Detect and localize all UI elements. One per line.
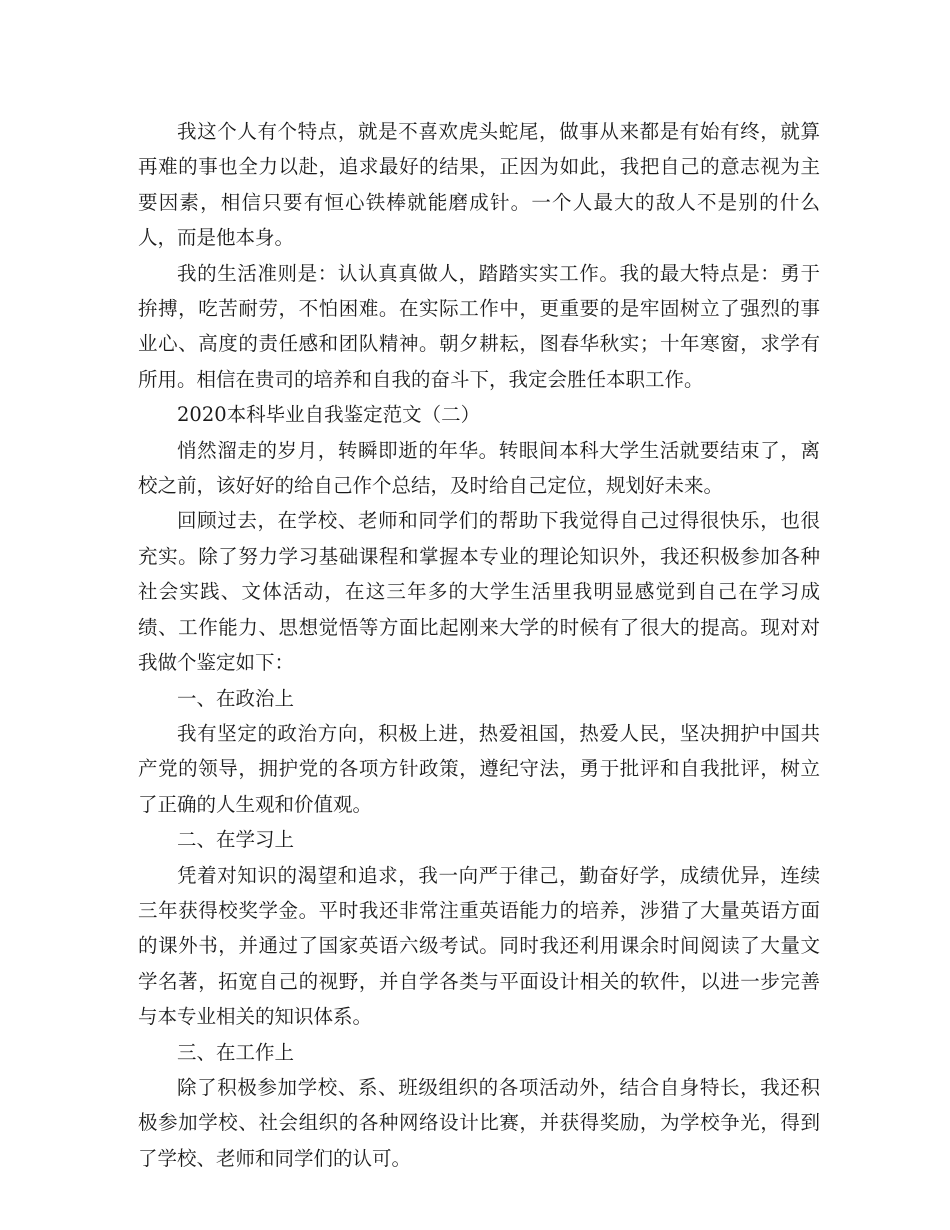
heading-work: 三、在工作上 <box>177 1040 295 1064</box>
paragraph-intro: 悄然溜走的岁月，转瞬即逝的年华。转眼间本科大学生活就要结束了，离校之前，该好好的给自己作个总结，及时给自己定位，规划好未来。 <box>138 438 820 498</box>
paragraph-work: 除了积极参加学校、系、班级组织的各项活动外，结合自身特长，我还积极参加学校、社会组织的各种网络设计比赛，并获得奖励，为学校争光，得到了学校、老师和同学们的认可。 <box>138 1075 820 1170</box>
paragraph-character: 我这个人有个特点，就是不喜欢虎头蛇尾，做事从来都是有始有终，就算再难的事也全力以赴，追求最好的结果，正因为如此，我把自己的意志视为主要因素，相信只要有恒心铁棒就能磨成针。一个人最大的敌人不是别的什么人，而是他本身。 <box>138 120 820 250</box>
section-title-example-two: 2020本科毕业自我鉴定范文（二） <box>177 403 481 427</box>
heading-study: 二、在学习上 <box>177 828 295 852</box>
paragraph-life-principle: 我的生活准则是：认认真真做人，踏踏实实工作。我的最大特点是：勇于拚搏，吃苦耐劳，不怕困难。在实际工作中，更重要的是牢固树立了强烈的事业心、高度的责任感和团队精神。朝夕耕耘，图春华秋实；十年寒窗，求学有所用。相信在贵司的培养和自我的奋斗下，我定会胜任本职工作。 <box>138 261 820 391</box>
heading-politics: 一、在政治上 <box>177 686 295 710</box>
paragraph-study: 凭着对知识的渴望和追求，我一向严于律己，勤奋好学，成绩优异，连续三年获得校奖学金。平时我还非常注重英语能力的培养，涉猎了大量英语方面的课外书，并通过了国家英语六级考试。同时我还利用课余时间阅读了大量文学名著，拓宽自己的视野，并自学各类与平面设计相关的软件，以进一步完善与本专业相关的知识体系。 <box>138 863 820 1029</box>
document-body <box>138 114 820 1176</box>
paragraph-review: 回顾过去，在学校、老师和同学们的帮助下我觉得自己过得很快乐，也很充实。除了努力学习基础课程和掌握本专业的理论知识外，我还积极参加各种社会实践、文体活动，在这三年多的大学生活里我明显感觉到自己在学习成绩、工作能力、思想觉悟等方面比起刚来大学的时候有了很大的提高。现对对我做个鉴定如下： <box>138 509 820 675</box>
paragraph-politics: 我有坚定的政治方向，积极上进，热爱祖国，热爱人民，坚决拥护中国共产党的领导，拥护党的各项方针政策，遵纪守法，勇于批评和自我批评，树立了正确的人生观和价值观。 <box>138 721 820 816</box>
